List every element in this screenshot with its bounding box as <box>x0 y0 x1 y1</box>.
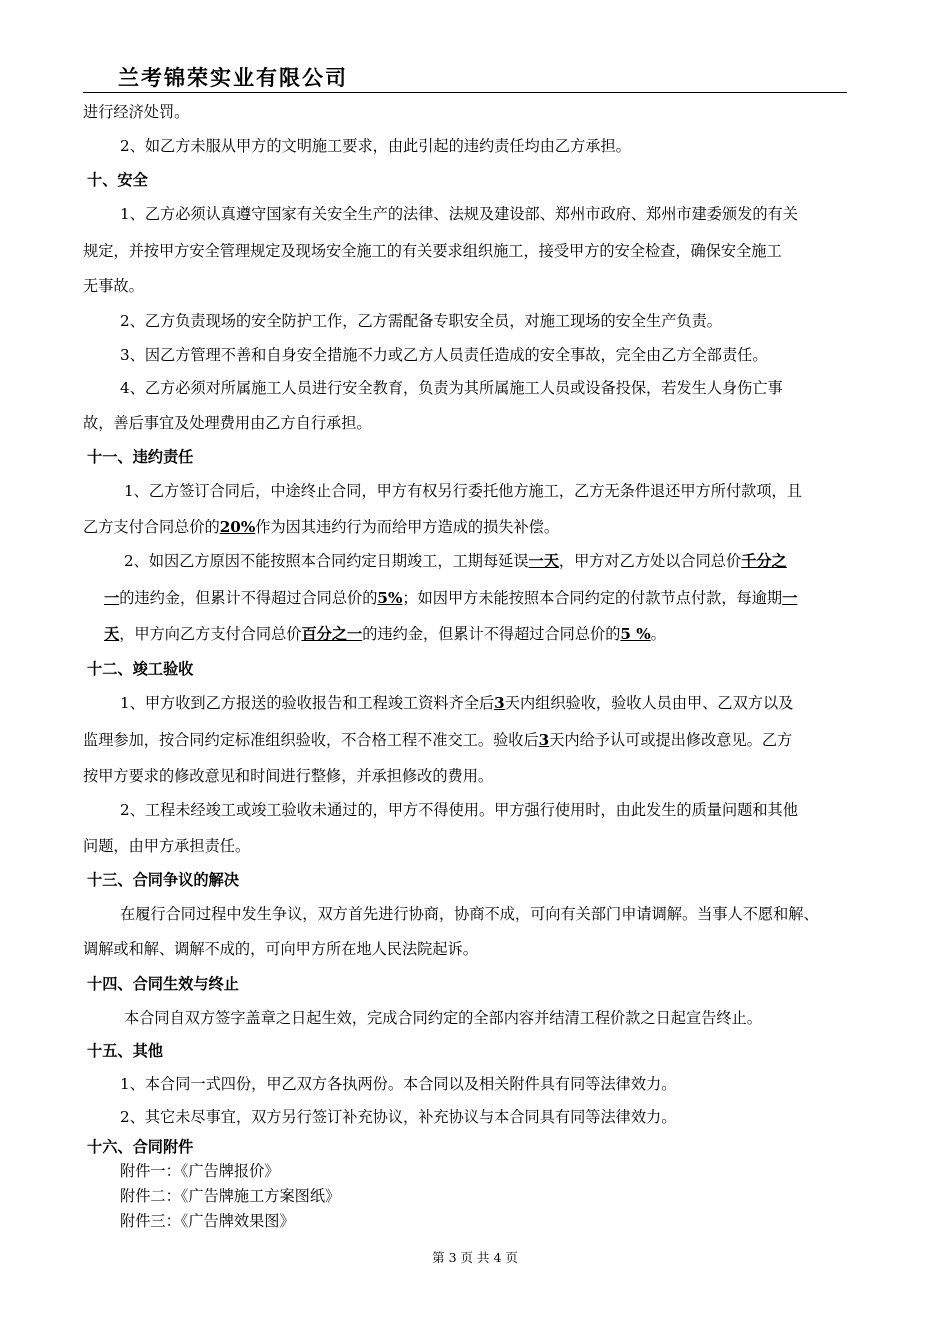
text-run: ，甲方对乙方处以合同总价 <box>558 552 742 570</box>
text-run: 1、甲方收到乙方报送的验收报告和工程竣工资料齐全后 <box>120 694 495 712</box>
text-run: 的违约金，但累计不得超过合同总价的 <box>362 625 621 643</box>
section-heading-14: 十四、合同生效与终止 <box>87 975 239 993</box>
paragraph-line: 按甲方要求的修改意见和时间进行整修，并承担修改的费用。 <box>83 767 494 785</box>
text-run: 2、如因乙方原因不能按照本合同约定日期竣工，工期每延误 <box>124 552 529 570</box>
underlined-value: 3 <box>494 694 505 712</box>
paragraph-line: 进行经济处罚。 <box>83 103 190 121</box>
paragraph-line <box>120 693 793 713</box>
underlined-value: 5 % <box>620 625 651 643</box>
paragraph-line: 调解或和解、调解不成的，可向甲方所在地人民法院起诉。 <box>83 940 478 958</box>
paragraph-line: 2、乙方负责现场的安全防护工作，乙方需配备专职安全员，对施工现场的安全生产负责。 <box>120 312 722 330</box>
company-header: 兰考锦荣实业有限公司 <box>118 66 348 90</box>
text-run: ，甲方向乙方支付合同总价 <box>119 625 302 643</box>
underlined-value: 千分之 <box>741 552 787 570</box>
underlined-value: 一 <box>104 589 120 607</box>
underlined-value: 3 <box>538 731 550 749</box>
underlined-value: 一 <box>782 589 798 607</box>
paragraph-line <box>104 588 797 608</box>
paragraph-line: 4、乙方必须对所属施工人员进行安全教育，负责为其所属施工人员或设备投保，若发生人身伤亡事 <box>120 379 783 397</box>
paragraph-line: 本合同自双方签字盖章之日起生效，完成合同约定的全部内容并结清工程价款之日起宣告终止。 <box>124 1009 762 1027</box>
paragraph-line: 1、本合同一式四份，甲乙双方各执两份。本合同以及相关附件具有同等法律效力。 <box>120 1075 677 1093</box>
section-heading-15: 十五、其他 <box>87 1042 163 1060</box>
header-rule <box>83 92 847 93</box>
text-run: ；如因甲方未能按照本合同约定的付款节点付款，每逾期 <box>402 589 783 607</box>
attachment-item: 附件一：《广告牌报价》 <box>120 1162 280 1180</box>
paragraph-line: 1、乙方必须认真遵守国家有关安全生产的法律、法规及建设部、郑州市政府、郑州市建委颁发的有关 <box>120 205 798 223</box>
section-heading-10: 十、安全 <box>87 171 148 189</box>
underlined-value: 一天 <box>528 552 559 570</box>
paragraph-line: 2、如乙方未服从甲方的文明施工要求，由此引起的违约责任均由乙方承担。 <box>120 137 631 155</box>
underlined-value: 20% <box>219 518 256 536</box>
underlined-value: 百分之一 <box>301 625 363 643</box>
text-run: 。 <box>650 625 666 643</box>
underlined-value: 5% <box>377 589 403 607</box>
paragraph-line: 在履行合同过程中发生争议，双方首先进行协商，协商不成，可向有关部门申请调解。当事人不愿和解、 <box>120 905 819 923</box>
text-run: 天内组织验收，验收人员由甲、乙双方以及 <box>504 694 794 712</box>
attachment-item: 附件二：《广告牌施工方案图纸》 <box>120 1187 341 1205</box>
paragraph-line: 无事故。 <box>83 277 144 295</box>
attachment-item: 附件三：《广告牌效果图》 <box>120 1212 295 1230</box>
section-heading-12: 十二、竣工验收 <box>87 660 194 678</box>
section-heading-16: 十六、合同附件 <box>87 1138 194 1156</box>
paragraph-line <box>83 730 792 750</box>
paragraph-line: 问题，由甲方承担责任。 <box>83 837 251 855</box>
paragraph-line <box>104 624 666 644</box>
text-run: 天内给予认可或提出修改意见。乙方 <box>549 731 793 749</box>
text-run: 监理参加，按合同约定标准组织验收，不合格工程不准交工。验收后 <box>83 731 539 749</box>
text-run: 乙方支付合同总价的 <box>83 518 220 536</box>
paragraph-line <box>124 551 787 571</box>
page-number: 第 3 页 共 4 页 <box>432 1250 518 1265</box>
section-heading-11: 十一、违约责任 <box>87 448 194 466</box>
paragraph-line: 2、其它未尽事宜，双方另行签订补充协议，补充协议与本合同具有同等法律效力。 <box>120 1108 677 1126</box>
paragraph-line: 故，善后事宜及处理费用由乙方自行承担。 <box>83 414 372 432</box>
section-heading-13: 十三、合同争议的解决 <box>87 871 239 889</box>
paragraph-line <box>83 517 559 537</box>
paragraph-line: 3、因乙方管理不善和自身安全措施不力或乙方人员责任造成的安全事故，完全由乙方全部责任。 <box>120 346 768 364</box>
paragraph-line: 规定，并按甲方安全管理规定及现场安全施工的有关要求组织施工，接受甲方的安全检查，确保安全施工 <box>83 242 782 260</box>
text-run: 作为因其违约行为而给甲方造成的损失补偿。 <box>255 518 560 536</box>
paragraph-line: 2、工程未经竣工或竣工验收未通过的，甲方不得使用。甲方强行使用时，由此发生的质量问题和其他 <box>120 801 798 819</box>
paragraph-line: 1、乙方签订合同后，中途终止合同，甲方有权另行委托他方施工，乙方无条件退还甲方所付款项，且 <box>124 482 802 500</box>
text-run: 的违约金，但累计不得超过合同总价的 <box>119 589 378 607</box>
underlined-value: 天 <box>104 625 120 643</box>
